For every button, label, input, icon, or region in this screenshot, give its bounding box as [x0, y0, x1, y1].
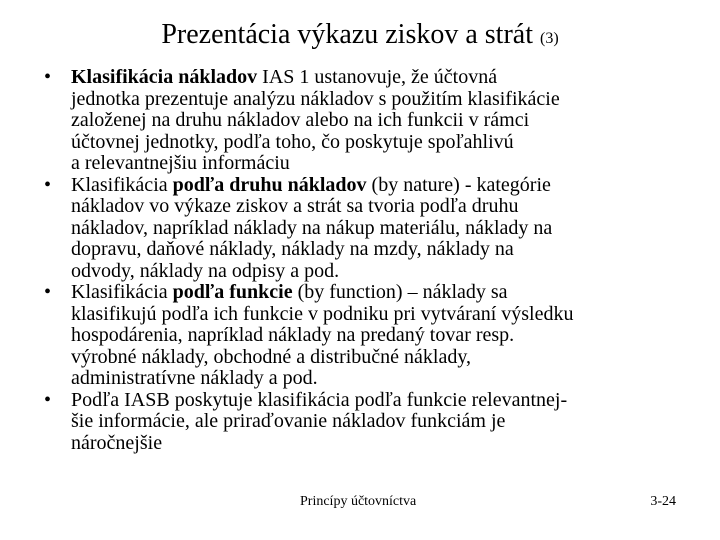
- text-run: a relevantnejšiu informáciu: [71, 152, 290, 174]
- text-line: [71, 67, 720, 89]
- text-line: [71, 368, 720, 390]
- text-line: [71, 304, 720, 326]
- footer-title: Princípy účtovníctva: [300, 494, 417, 509]
- bullet-marker: •: [44, 388, 52, 411]
- text-run: (by nature) - kategórie: [366, 173, 551, 196]
- text-line: [71, 239, 720, 261]
- text-line: [71, 196, 720, 218]
- text-run: jednotka prezentuje analýzu nákladov s použitím klasifikácie: [71, 87, 560, 110]
- text-run: účtovnej jednotky, podľa toho, čo poskytuje spoľahlivú: [71, 130, 514, 153]
- bullet-marker: •: [44, 281, 52, 303]
- bullet-text: [71, 67, 720, 175]
- slide-title-number: (3): [539, 30, 559, 47]
- text-run: IAS 1 ustanovuje, že účtovná: [257, 66, 498, 88]
- bullet-item: [0, 390, 720, 455]
- bullet-item: [0, 67, 720, 175]
- text-run: administratívne náklady a pod.: [71, 367, 318, 389]
- slide-title-text: Prezentácia výkazu ziskov a strát: [161, 19, 533, 50]
- bullet-marker: •: [44, 66, 52, 88]
- bold-text: podľa funkcie: [172, 281, 293, 303]
- text-run: náročnejšie: [71, 431, 163, 454]
- text-line: [71, 390, 720, 412]
- text-line: [71, 153, 720, 175]
- bullet-text: [71, 390, 720, 455]
- slide-title: [0, 18, 720, 56]
- page-number: 3-24: [650, 494, 676, 509]
- bullet-text: [71, 282, 720, 390]
- bullet-text: [71, 175, 720, 283]
- bold-text: Klasifikácia nákladov: [71, 66, 258, 88]
- text-line: [71, 261, 720, 283]
- text-run: Klasifikácia: [71, 173, 173, 196]
- text-run: (by function) – náklady sa: [292, 281, 508, 303]
- text-line: [71, 132, 720, 154]
- text-run: šie informácie, ale priraďovanie nákladov funkciám je: [71, 410, 506, 432]
- text-line: [71, 347, 720, 369]
- text-line: [71, 89, 720, 111]
- bullet-item: [0, 282, 720, 390]
- text-run: nákladov, napríklad náklady na nákup materiálu, náklady na: [71, 216, 553, 239]
- text-run: Klasifikácia: [71, 281, 173, 303]
- text-line: [71, 325, 720, 347]
- text-line: [71, 282, 720, 304]
- text-run: výrobné náklady, obchodné a distribučné náklady,: [71, 345, 472, 368]
- bullet-marker: •: [44, 173, 52, 196]
- text-run: založenej na druhu nákladov alebo na ich funkcii v rámci: [71, 109, 530, 131]
- text-line: [71, 433, 720, 455]
- bullet-item: [0, 175, 720, 283]
- bold-text: podľa druhu nákladov: [172, 173, 367, 196]
- text-line: [71, 218, 720, 240]
- text-line: [71, 411, 720, 433]
- text-line: [71, 110, 720, 132]
- text-run: dopravu, daňové náklady, náklady na mzdy, náklady na: [71, 238, 514, 260]
- text-run: hospodárenia, napríklad náklady na predaný tovar resp.: [71, 324, 515, 346]
- text-run: nákladov vo výkaze ziskov a strát sa tvoria podľa druhu: [71, 195, 519, 217]
- text-run: Podľa IASB poskytuje klasifikácia podľa funkcie relevantnej-: [71, 388, 568, 411]
- text-run: klasifikujú podľa ich funkcie v podniku pri vytváraní výsledku: [71, 302, 574, 325]
- text-line: [71, 175, 720, 197]
- text-run: odvody, náklady na odpisy a pod.: [71, 259, 340, 282]
- bullet-list: [0, 67, 720, 454]
